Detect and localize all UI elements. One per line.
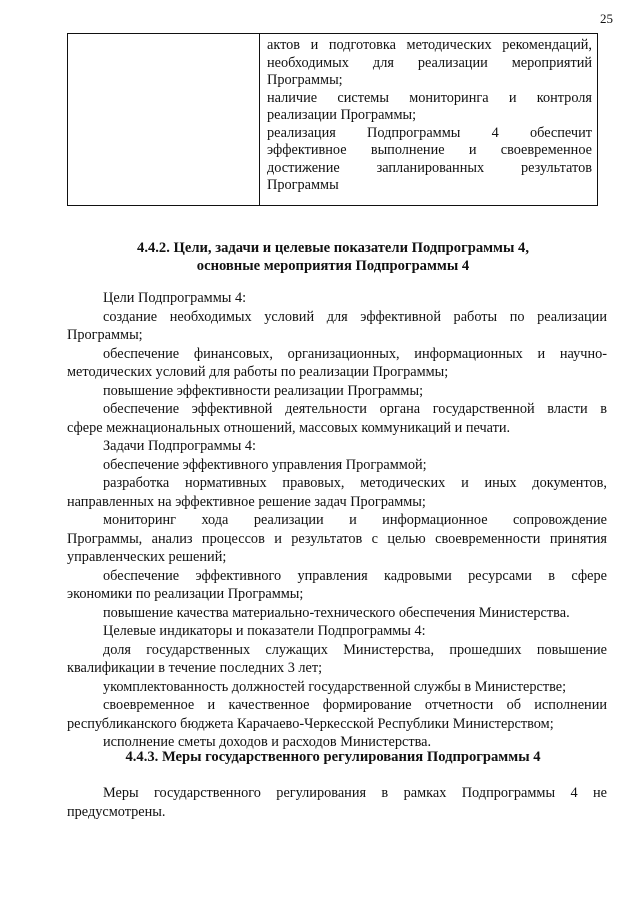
closing-paragraph <box>67 784 607 821</box>
paragraph-line: экономики по реализации Программы; <box>67 586 304 602</box>
paragraph-line: обеспечение эффективного управления кадровыми ресурсами в сфере <box>103 567 607 584</box>
paragraph-line: Программы; <box>67 327 143 343</box>
paragraph-line: Задачи Подпрограммы 4: <box>103 438 257 454</box>
section-heading-4-4-2 <box>67 239 599 275</box>
paragraph-line: методических условий для работы по реализации Программы; <box>67 364 449 380</box>
paragraph-line: предусмотрены. <box>67 803 166 820</box>
table-line: наличие системы мониторинга и контроля <box>267 89 592 106</box>
paragraph-line: Целевые индикаторы и показатели Подпрограммы 4: <box>103 623 426 639</box>
paragraph-line: управленческих решений; <box>67 549 227 565</box>
paragraph-line: исполнение сметы доходов и расходов Министерства. <box>103 734 432 750</box>
paragraph-line: обеспечение эффективного управления Программой; <box>103 456 427 473</box>
paragraph-line: республиканского бюджета Карачаево-Черкесской Республики Министерством; <box>67 715 554 732</box>
heading-line: основные мероприятия Подпрограммы 4 <box>196 258 470 274</box>
paragraph-line: мониторинг хода реализации и информационное сопровождение <box>103 512 607 528</box>
paragraph-line: Программы, анализ процессов и результатов с целью своевременности принятия <box>67 530 607 547</box>
paragraph-line: доля государственных служащих Министерства, прошедших повышение <box>103 641 607 658</box>
table-cell-text <box>260 34 597 205</box>
paragraph-line: квалификации в течение последних 3 лет; <box>67 660 323 676</box>
paragraph-line: повышение эффективности реализации Программы; <box>103 382 424 399</box>
table-line: актов и подготовка методических рекомендаций, <box>267 37 592 53</box>
table-line: реализации Программы; <box>267 107 417 123</box>
section-body <box>67 289 607 752</box>
paragraph-line: разработка нормативных правовых, методических и иных документов, <box>103 475 607 491</box>
paragraph-line: Меры государственного регулирования в рамках Подпрограммы 4 не <box>103 785 607 801</box>
paragraph-line: обеспечение эффективной деятельности органа государственной власти в <box>103 401 607 417</box>
table-line: необходимых для реализации мероприятий <box>267 54 592 71</box>
table-line: реализация Подпрограммы 4 обеспечит <box>267 124 592 141</box>
paragraph-line: сфере межнациональных отношений, массовых коммуникаций и печати. <box>67 419 511 436</box>
table-cell-empty <box>68 34 260 205</box>
paragraph-line: повышение качества материально-технического обеспечения Министерства. <box>103 604 570 621</box>
section-heading-4-4-3: 4.4.3. Меры государственного регулирования Подпрограммы 4 <box>125 749 541 765</box>
paragraph-line: своевременное и качественное формирование отчетности об исполнении <box>103 697 607 713</box>
paragraph-line: укомплектованность должностей государственной службы в Министерстве; <box>103 678 567 695</box>
table-line: Программы; <box>267 72 343 88</box>
continuation-table <box>67 33 598 206</box>
heading-line: 4.4.2. Цели, задачи и целевые показатели Подпрограммы 4, <box>137 240 529 256</box>
paragraph-line: Цели Подпрограммы 4: <box>103 290 247 306</box>
table-line: эффективное выполнение и своевременное <box>267 142 592 158</box>
table-line: Программы <box>267 177 339 193</box>
paragraph-line: обеспечение финансовых, организационных, информационных и научно- <box>103 345 607 362</box>
table-line: достижение запланированных результатов <box>267 159 592 176</box>
page-number: 25 <box>600 11 613 26</box>
paragraph-line: создание необходимых условий для эффективной работы по реализации <box>103 308 607 325</box>
paragraph-line: направленных на эффективное решение задач Программы; <box>67 493 426 510</box>
